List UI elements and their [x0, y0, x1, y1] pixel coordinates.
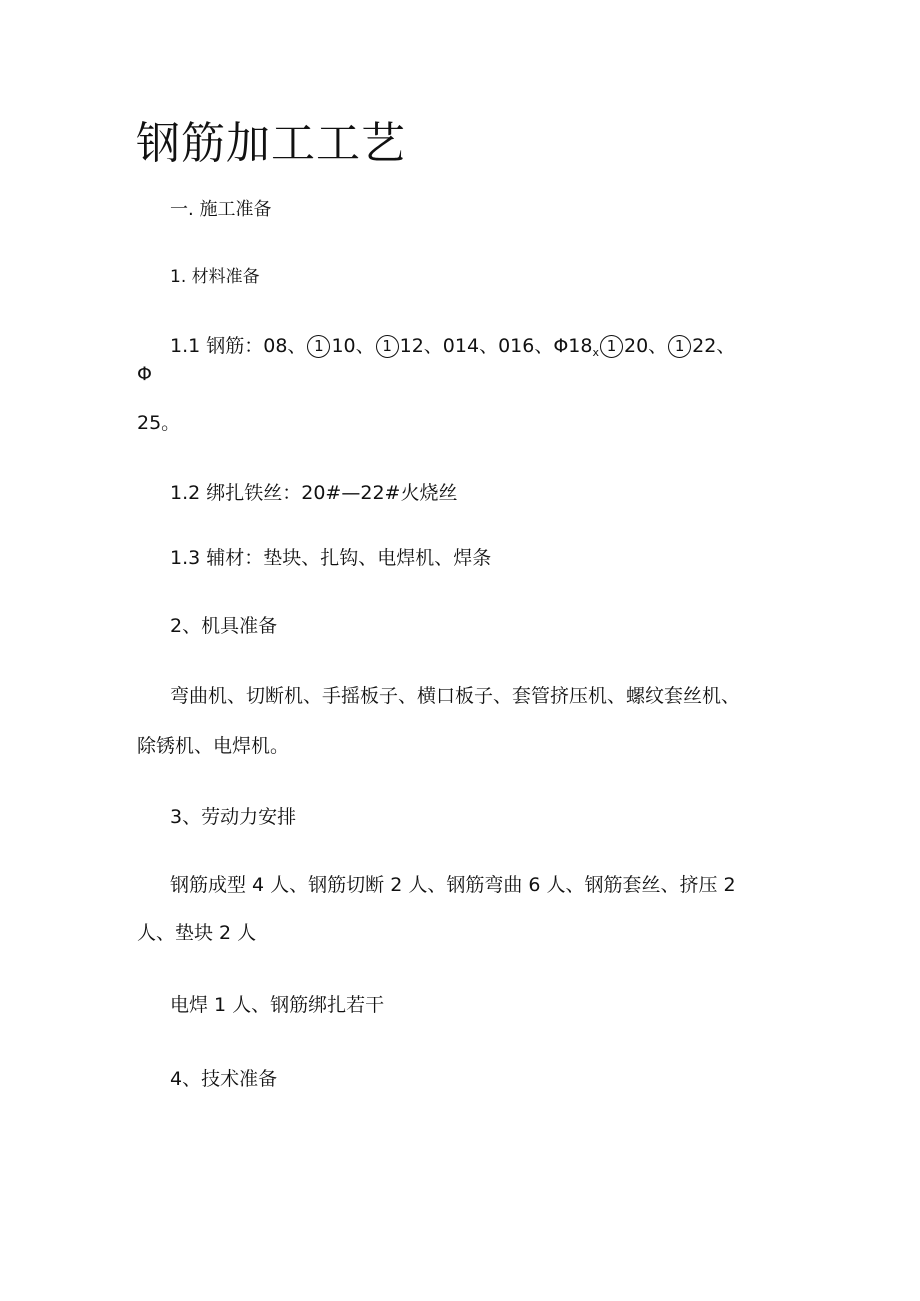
section-heading-machinery: 2、机具准备 [170, 615, 278, 637]
circled-number-4: 1 [668, 335, 691, 358]
steel-spec-subscript: x [592, 346, 599, 359]
steel-spec-12: 12、014、016、Φ18 [399, 335, 593, 357]
steel-spec-line [170, 333, 735, 366]
subsection-heading-materials: 1. 材料准备 [170, 267, 260, 287]
steel-spec-10: 10、 [331, 335, 375, 357]
section-heading-construction-prep: 一. 施工准备 [170, 199, 272, 220]
binding-wire-line: 1.2 绑扎铁丝：20#—22#火烧丝 [170, 482, 458, 504]
machinery-list-line-1: 弯曲机、切断机、手摇板子、横口板子、套管挤压机、螺纹套丝机、 [170, 685, 741, 707]
auxiliary-materials-line: 1.3 辅材：垫块、扎钩、电焊机、焊条 [170, 547, 492, 569]
document-title: 钢筋加工工艺 [136, 118, 406, 169]
circled-number-1: 1 [307, 335, 330, 358]
labor-list-line-2: 人、垫块 2 人 [137, 922, 257, 944]
labor-list-line-1: 钢筋成型 4 人、钢筋切断 2 人、钢筋弯曲 6 人、钢筋套丝、挤压 2 [170, 874, 736, 896]
steel-spec-22: 22、 [692, 335, 736, 357]
steel-spec-wrap-25: 25。 [137, 412, 181, 434]
machinery-list-line-2: 除锈机、电焊机。 [137, 735, 290, 757]
steel-spec-wrap-phi: Φ [137, 363, 152, 385]
circled-number-2: 1 [376, 335, 399, 358]
labor-list-line-3: 电焊 1 人、钢筋绑扎若干 [170, 994, 385, 1016]
section-heading-technical-prep: 4、技术准备 [170, 1068, 278, 1090]
steel-spec-prefix: 1.1 钢筋：08、 [170, 335, 307, 357]
steel-spec-20: 20、 [623, 335, 668, 357]
circled-number-3: 1 [600, 335, 623, 358]
section-heading-labor: 3、劳动力安排 [170, 806, 297, 828]
